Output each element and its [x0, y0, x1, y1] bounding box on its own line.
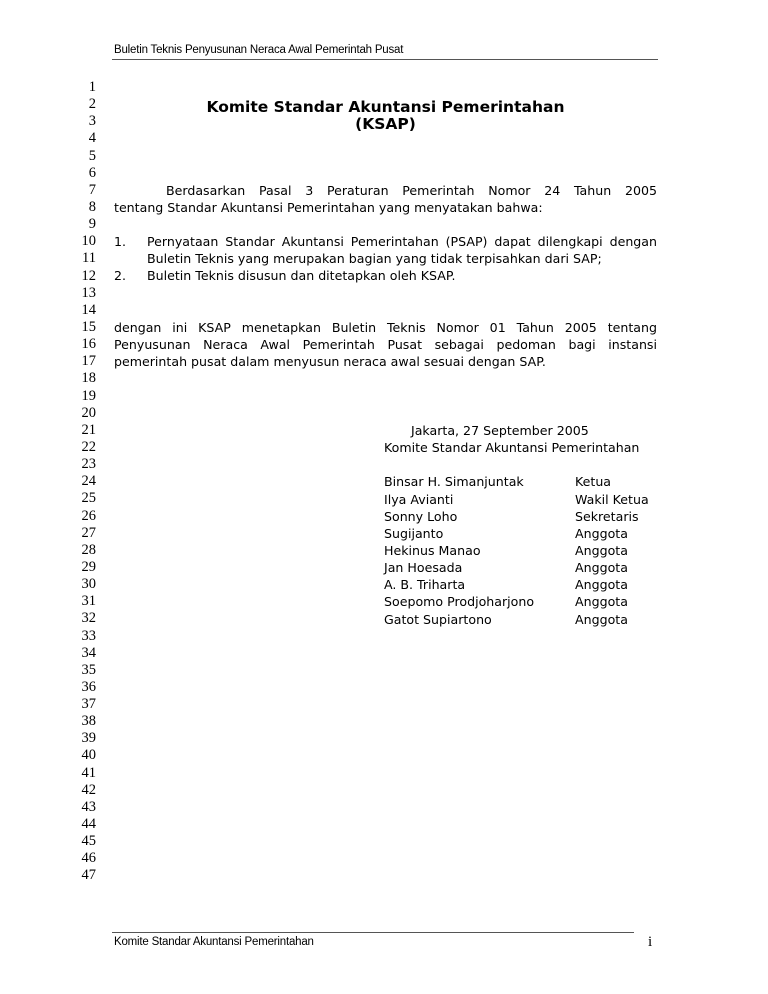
line-number: 23: [81, 456, 96, 473]
line-number: 31: [81, 593, 96, 610]
title-line-1: Komite Standar Akuntansi Pemerintahan: [206, 98, 565, 116]
line-number: 18: [81, 370, 96, 387]
title-line-2: (KSAP): [355, 115, 416, 133]
line-number: 17: [81, 353, 96, 370]
considerations-list: [114, 233, 657, 284]
line-number: 38: [81, 713, 96, 730]
header-rule: [112, 59, 658, 60]
line-number: 16: [81, 336, 96, 353]
line-number: 32: [81, 610, 96, 627]
member-name: Gatot Supiartono: [384, 611, 492, 627]
member-role: Anggota: [575, 542, 628, 558]
list-item: [114, 233, 657, 267]
line-number: 27: [81, 524, 96, 541]
member-row: [384, 593, 659, 610]
line-number: 43: [81, 798, 96, 815]
line-number: 7: [88, 181, 96, 198]
member-name: Soepomo Prodjoharjono: [384, 594, 535, 610]
line-number: 37: [81, 696, 96, 713]
line-number: 20: [81, 404, 96, 421]
line-number: 22: [81, 438, 96, 455]
member-row: [384, 559, 659, 576]
line-number: 29: [81, 558, 96, 575]
member-role: Anggota: [575, 611, 628, 627]
member-row: [384, 473, 659, 490]
footer-rule: [112, 932, 634, 933]
line-number: 13: [81, 284, 96, 301]
list-item-number: 1.: [114, 234, 127, 249]
member-role: Anggota: [575, 560, 628, 576]
member-role: Anggota: [575, 577, 628, 593]
member-row: [384, 491, 659, 508]
member-role: Anggota: [575, 594, 628, 610]
line-number: 11: [82, 250, 96, 267]
running-footer: Komite Standar Akuntansi Pemerintahan: [114, 936, 314, 948]
line-number: 21: [81, 421, 96, 438]
line-number: 42: [81, 781, 96, 798]
line-number: 46: [81, 850, 96, 867]
member-row: [384, 525, 659, 542]
member-row: [384, 576, 659, 593]
list-item-number: 2.: [114, 268, 127, 284]
line-number: 34: [81, 644, 96, 661]
line-number: 1: [88, 79, 96, 95]
line-number: 9: [88, 216, 96, 233]
line-number: 3: [88, 113, 96, 130]
line-number: 30: [81, 576, 96, 593]
member-name: A. B. Triharta: [384, 577, 466, 593]
line-number: 39: [81, 730, 96, 747]
signature-block: [384, 422, 659, 628]
member-role: Sekretaris: [575, 508, 639, 524]
line-number: 44: [81, 816, 96, 833]
intro-line-2: tentang Standar Akuntansi Pemerintahan yang menyatakan bahwa:: [114, 200, 543, 216]
line-number: 10: [81, 233, 96, 250]
line-number: 4: [88, 130, 96, 147]
line-number: 8: [88, 198, 96, 215]
signature-org: Komite Standar Akuntansi Pemerintahan: [384, 440, 640, 456]
member-role: Ketua: [575, 474, 612, 490]
line-numbers: [62, 79, 96, 885]
member-name: Sonny Loho: [384, 508, 458, 524]
page-number: i: [648, 934, 653, 950]
line-number: 41: [81, 764, 96, 781]
line-number: 6: [88, 164, 96, 181]
list-item: [114, 267, 657, 284]
member-name: Jan Hoesada: [384, 560, 463, 576]
line-number: 26: [81, 507, 96, 524]
line-number: 28: [81, 541, 96, 558]
line-number: 12: [81, 267, 96, 284]
member-name: Hekinus Manao: [384, 542, 481, 558]
running-header: Buletin Teknis Penyusunan Neraca Awal Pemerintah Pusat: [114, 44, 404, 56]
line-number: 40: [81, 747, 96, 764]
intro-paragraph: [114, 182, 657, 216]
member-row: [384, 611, 659, 628]
line-number: 15: [81, 318, 96, 335]
line-number: 33: [81, 627, 96, 644]
list-item-text: Buletin Teknis disusun dan ditetapkan oleh KSAP.: [147, 268, 456, 284]
decision-paragraph: dengan ini KSAP menetapkan Buletin Teknis Nomor 01 Tahun 2005 tentang Penyusunan Neraca Awal Pemerintah Pusat sebagai pedoman bagi instansi pemerintah pusat dalam menyusun neraca awal sesuai dengan SAP.: [114, 320, 657, 370]
line-number: 47: [81, 867, 96, 884]
member-name: Sugijanto: [384, 525, 444, 541]
line-number: 19: [81, 387, 96, 404]
line-number: 36: [81, 678, 96, 695]
line-number: 5: [88, 147, 96, 164]
member-name: Binsar H. Simanjuntak: [384, 474, 524, 490]
member-list: [384, 473, 659, 627]
line-number: 2: [88, 96, 96, 113]
line-number: 24: [81, 473, 96, 490]
member-row: [384, 542, 659, 559]
intro-line-1: Berdasarkan Pasal 3 Peraturan Pemerintah Nomor 24 Tahun 2005: [166, 183, 657, 198]
line-number: 45: [81, 833, 96, 850]
line-number: 25: [81, 490, 96, 507]
member-row: [384, 508, 659, 525]
line-number: 14: [81, 301, 96, 318]
member-role: Anggota: [575, 525, 628, 541]
place-date: Jakarta, 27 September 2005: [411, 423, 589, 438]
member-role: Wakil Ketua: [575, 491, 649, 507]
line-number: 35: [81, 661, 96, 678]
list-item-text: Pernyataan Standar Akuntansi Pemerintahan (PSAP) dapat dilengkapi dengan Buletin Teknis yang merupakan bagian yang tidak terpisahkan dari SAP;: [147, 234, 657, 267]
member-name: Ilya Avianti: [384, 491, 454, 507]
